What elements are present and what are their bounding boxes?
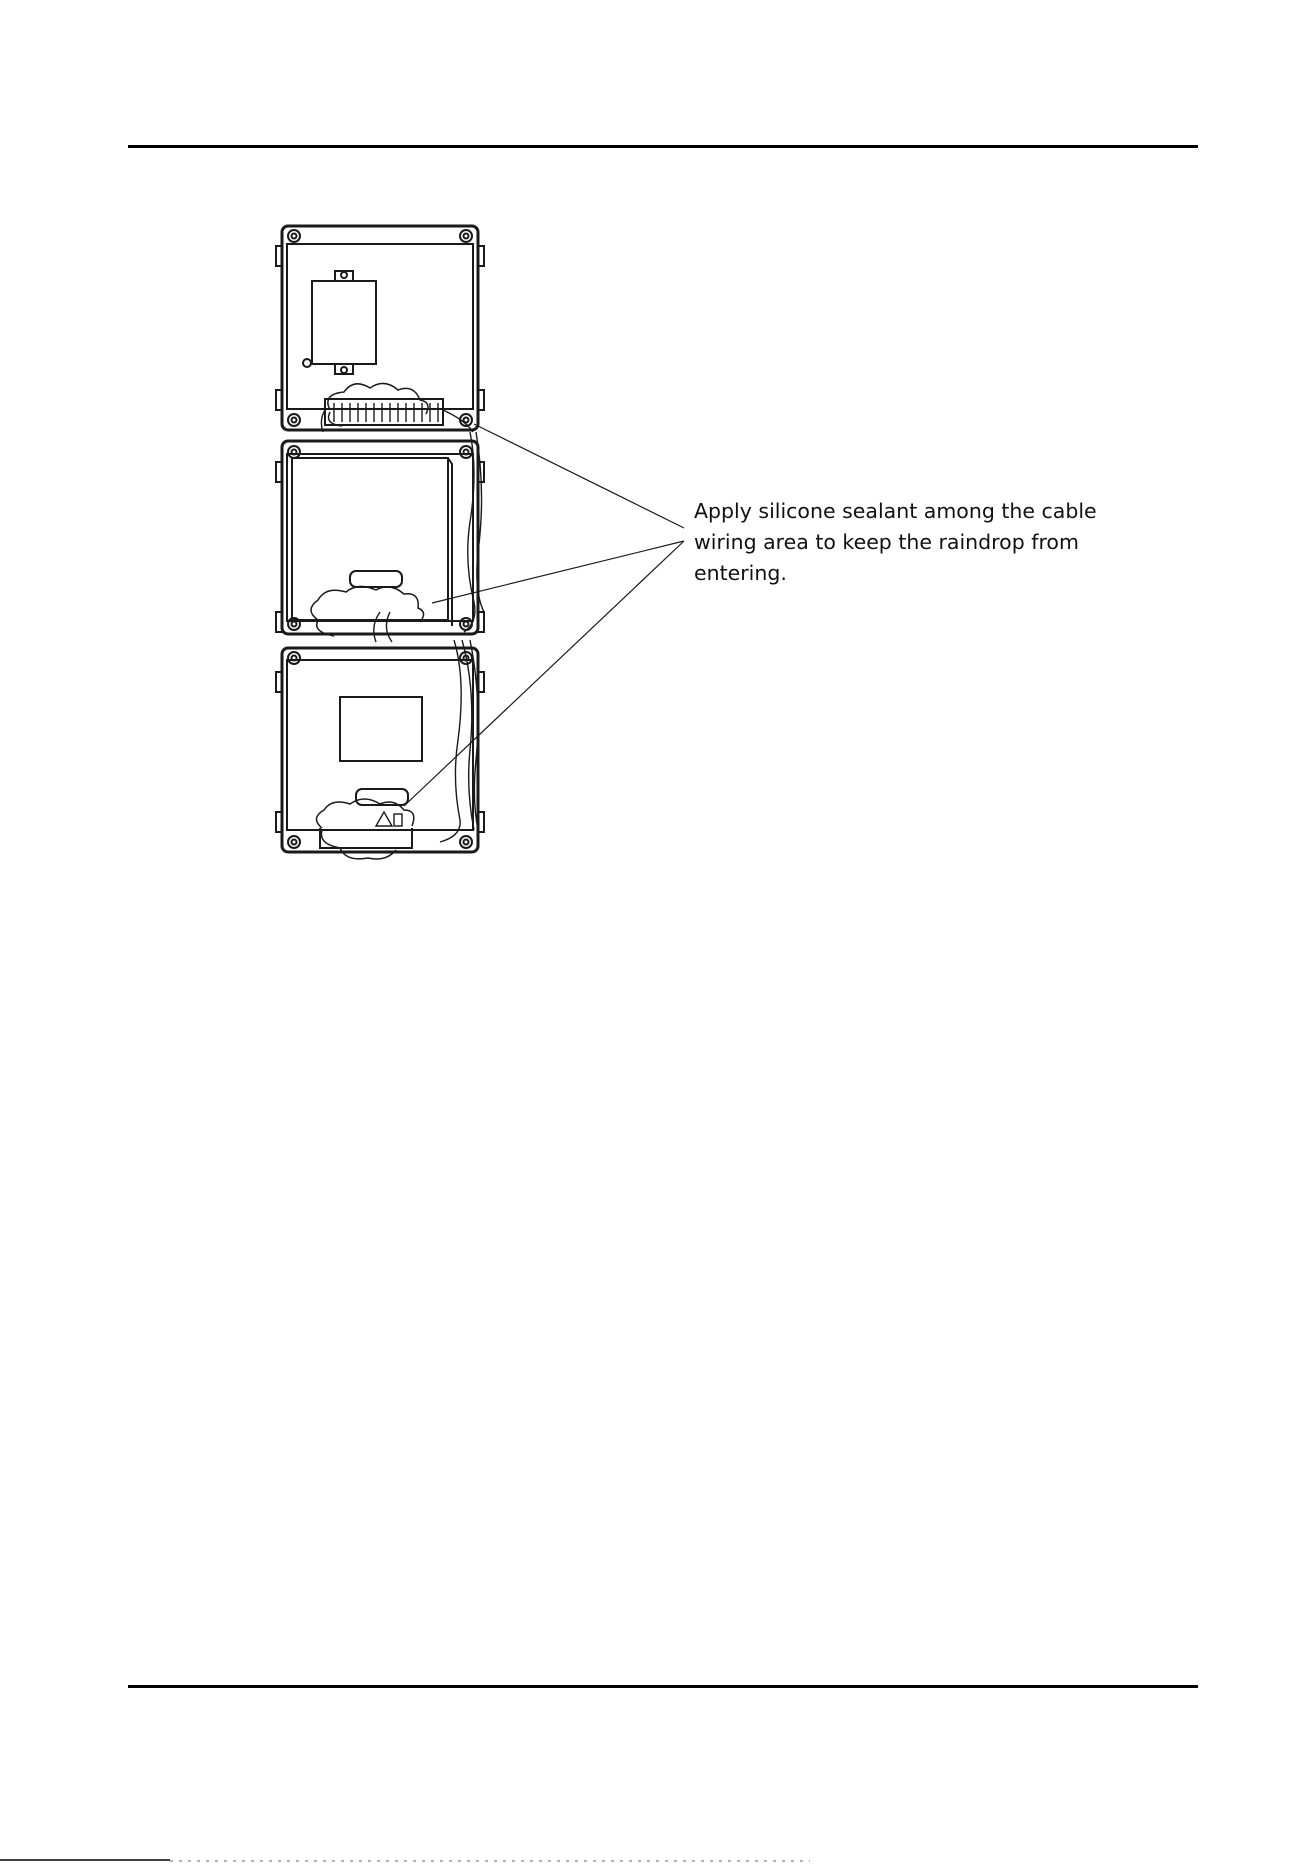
sealant-callout [694, 496, 1114, 589]
screw-icon [288, 230, 472, 426]
callout-line: Apply silicone sealant among the cable [694, 499, 1097, 523]
sealant-area [328, 383, 428, 426]
footer-rule [128, 1685, 1198, 1688]
middle-module [276, 432, 484, 642]
callout-line: entering. [694, 561, 787, 585]
top-module [276, 226, 484, 432]
sealant-area [311, 586, 424, 636]
leader-lines [404, 424, 684, 806]
footer-scan-artifact [0, 1858, 1313, 1864]
bottom-module [276, 640, 484, 859]
callout-line: wiring area to keep the raindrop from [694, 530, 1079, 554]
